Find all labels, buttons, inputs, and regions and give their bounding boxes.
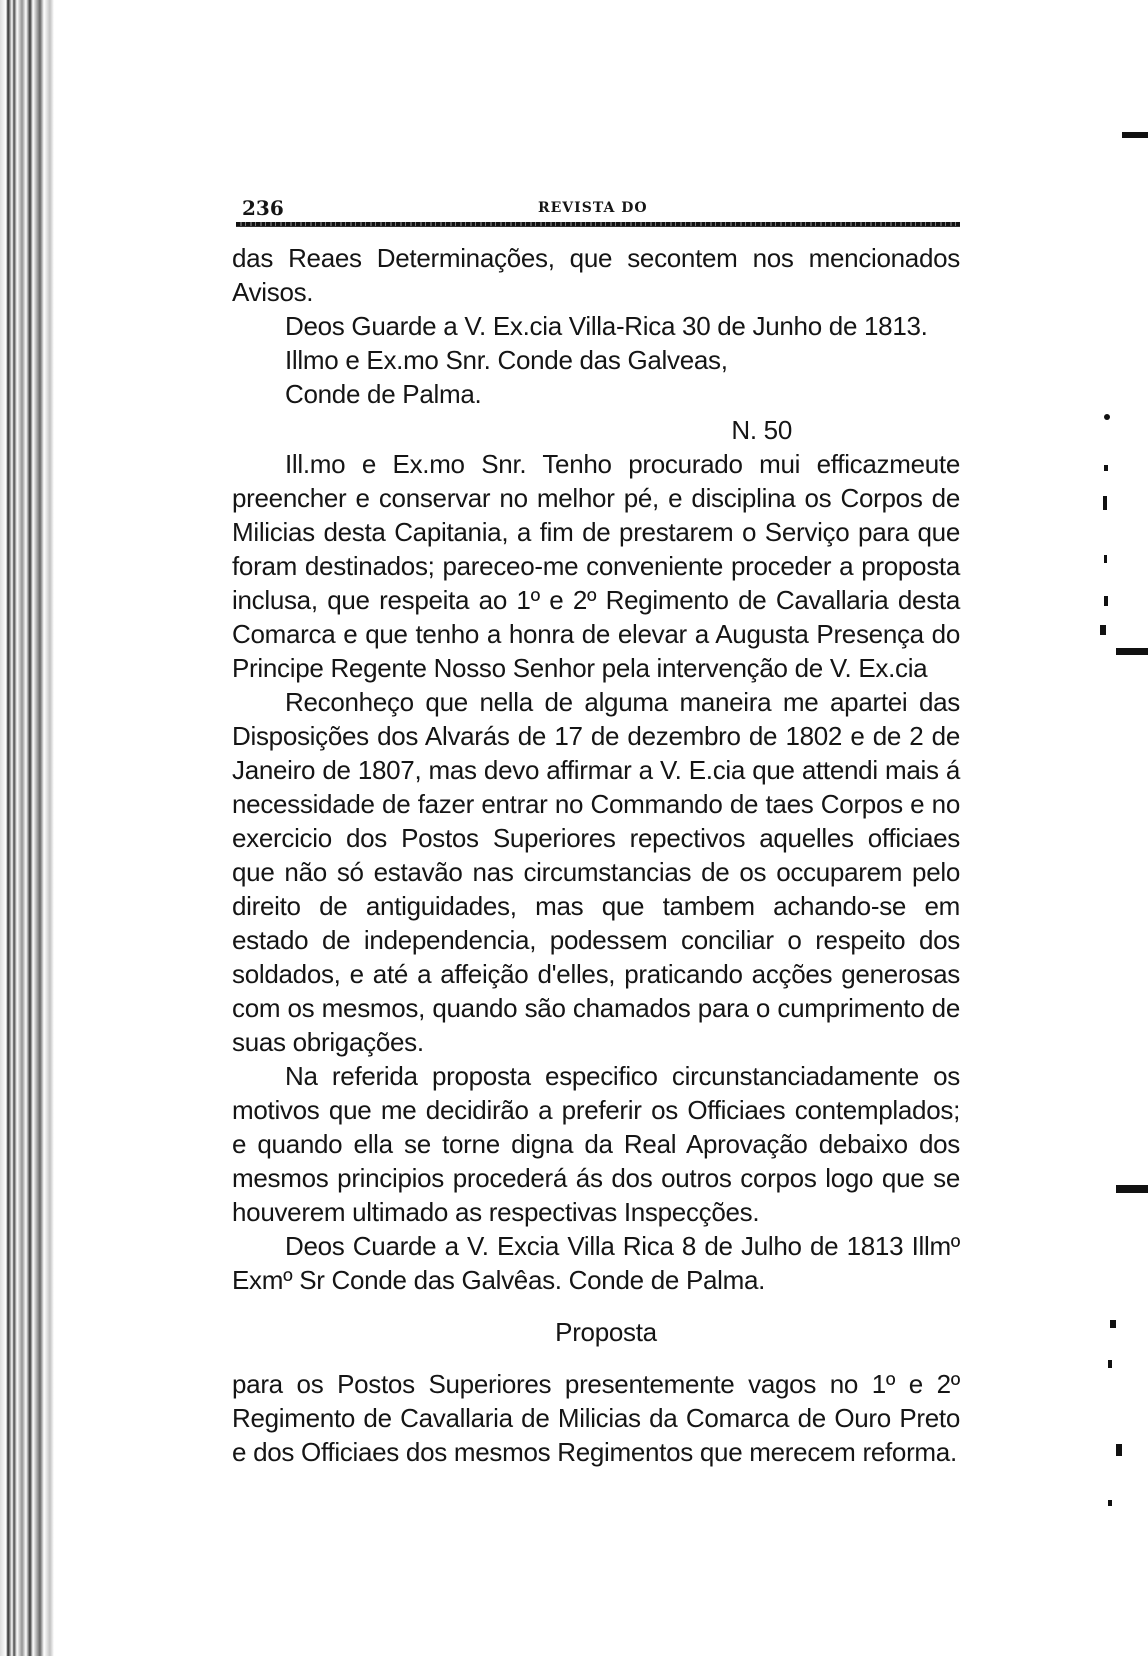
margin-mark xyxy=(1104,555,1107,563)
margin-mark xyxy=(1116,648,1148,655)
addressee-line: Illmo e Ex.mo Snr. Conde das Galveas, xyxy=(285,345,728,375)
closing-line: Deos Guarde a V. Ex.cia Villa-Rica 30 de Junho de 1813. xyxy=(285,311,928,341)
section-heading: Proposta xyxy=(555,1317,657,1347)
page-number: 236 xyxy=(242,196,284,220)
paragraph: das Reaes Determinações, que secontem nos mencionados Avisos. xyxy=(232,243,960,307)
margin-mark xyxy=(1104,596,1108,606)
margin-mark xyxy=(1104,414,1110,420)
book-page xyxy=(232,188,960,1469)
margin-mark xyxy=(1116,1185,1148,1193)
document-number: N. 50 xyxy=(731,415,792,445)
paragraph: para os Postos Superiores presentemente vagos no 1º e 2º Regimento de Cavallaria de Milicias da Comarca de Ouro Preto e dos Officiaes dos mesmos Regimentos que merecem reforma. xyxy=(232,1369,960,1467)
margin-mark xyxy=(1108,1500,1112,1506)
margin-mark xyxy=(1103,496,1107,510)
margin-mark xyxy=(1108,1360,1112,1368)
paragraph: Deos Cuarde a V. Excia Villa Rica 8 de Julho de 1813 Illmº Exmº Sr Conde das Galvêas. Conde de Palma. xyxy=(232,1231,960,1295)
margin-mark xyxy=(1110,1320,1116,1328)
body-text xyxy=(232,241,960,1469)
header-rule xyxy=(236,222,960,227)
margin-mark xyxy=(1116,1444,1122,1456)
margin-mark xyxy=(1122,132,1148,138)
running-title: REVISTA DO xyxy=(538,200,648,216)
paragraph: Na referida proposta especifico circunstanciadamente os motivos que me decidirão a preferir os Officiaes contemplados; e quando ella se torne digna da Real Aprovação debaixo dos mesmos principios procederá ás dos outros corpos logo que se houverem ultimado as respectivas Inspecções. xyxy=(232,1061,960,1227)
margin-mark xyxy=(1104,465,1108,471)
running-head xyxy=(232,188,960,222)
margin-mark xyxy=(1100,625,1106,635)
signature-line: Conde de Palma. xyxy=(285,379,482,409)
paragraph: Ill.mo e Ex.mo Snr. Tenho procurado mui efficazmeute preencher e conservar no melhor pé, e disciplina os Corpos de Milicias desta Capitania, a fim de prestarem o Serviço para que foram destinados; pareceo-me conveniente proceder a proposta inclusa, que respeita ao 1º e 2º Regimento de Cavallaria desta Comarca e que tenho a honra de elevar a Augusta Presença do Principe Regente Nosso Senhor pela intervenção de V. Ex.cia xyxy=(232,449,960,683)
paragraph: Reconheço que nella de alguma maneira me apartei das Disposições dos Alvarás de 17 de dezembro de 1802 e de 2 de Janeiro de 1807, mas devo affirmar a V. E.cia que attendi mais á necessidade de fazer entrar no Commando de taes Corpos e no exercicio dos Postos Superiores repectivos aquelles officiaes que não só estavão nas circumstancias de os occuparem pelo direito de antiguidades, mas que tambem achando-se em estado de independencia, podessem conciliar o respeito dos soldados, e até a affeição d'elles, praticando acções generosas com os mesmos, quando são chamados para o cumprimento de suas obrigações. xyxy=(232,687,960,1057)
book-binding-edge xyxy=(0,0,58,1656)
